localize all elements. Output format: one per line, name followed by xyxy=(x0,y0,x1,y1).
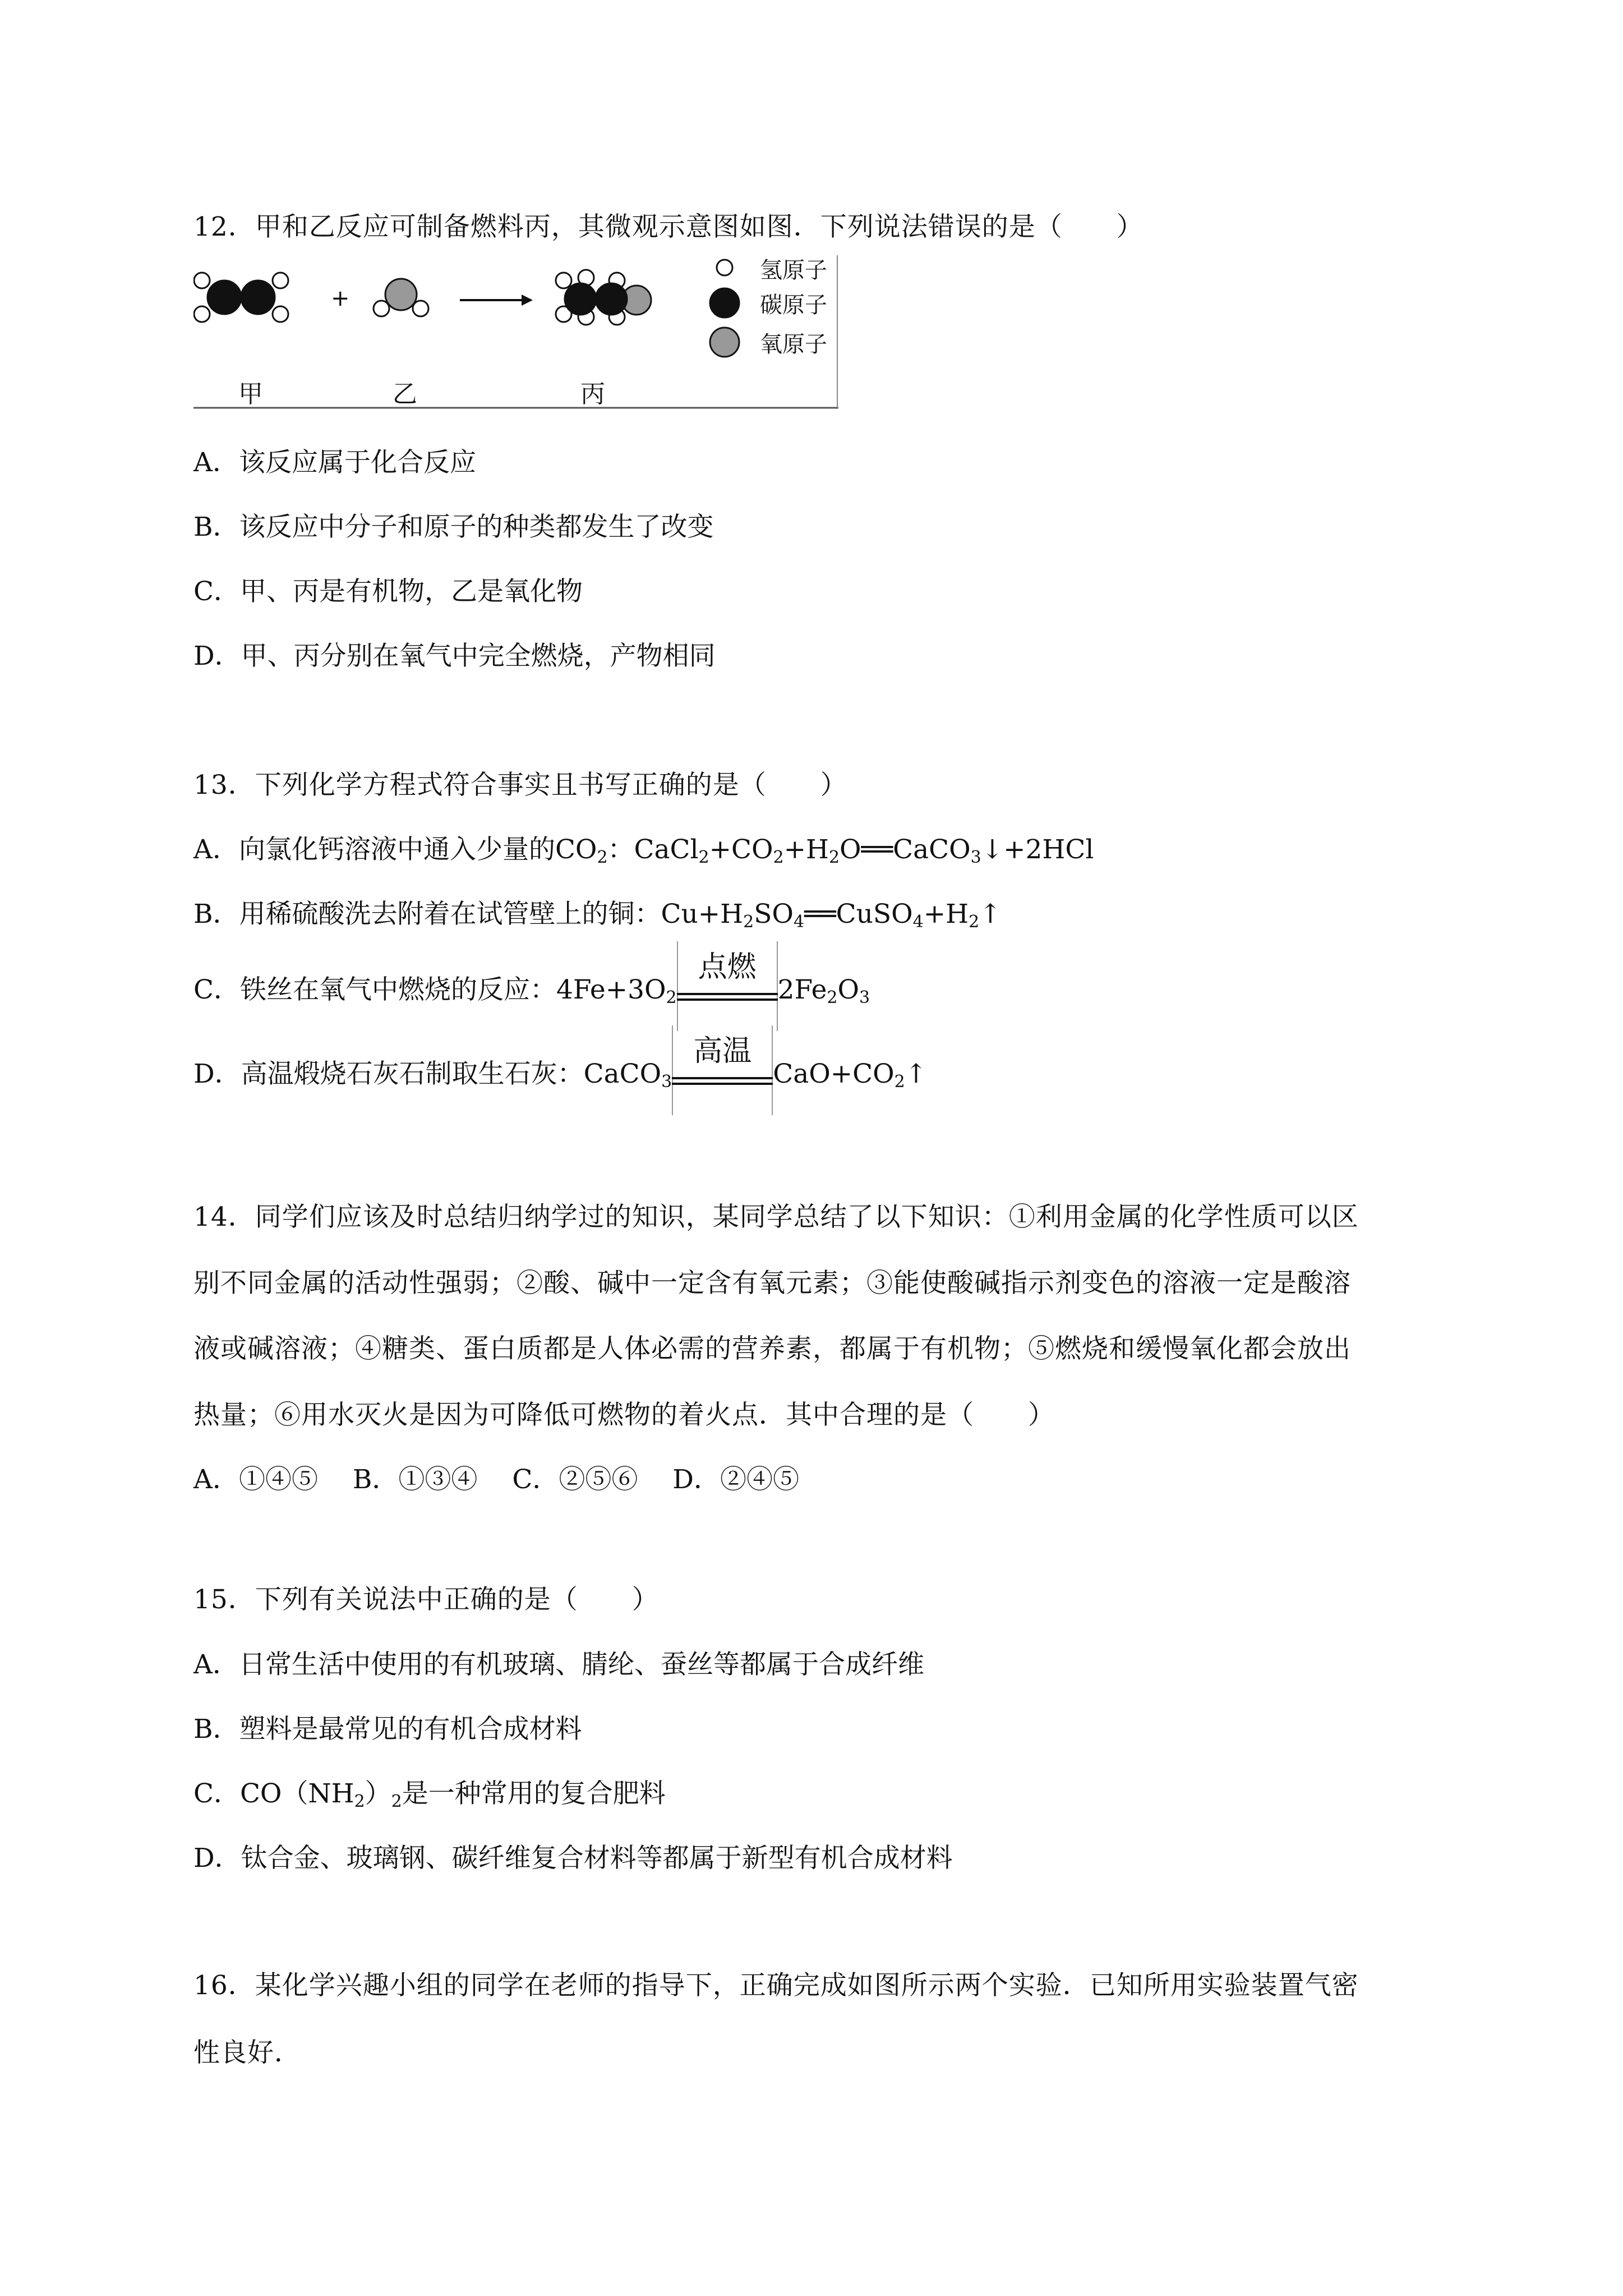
q12-option-c: C．甲、丙是有机物，乙是氧化物 xyxy=(193,576,583,607)
q13-option-d: D．高温煅烧石灰石制取生石灰：CaCO$_3$ 高温 $CaO+CO_2↑$ xyxy=(193,1057,927,1093)
q15-option-b: B．塑料是最常见的有机合成材料 xyxy=(193,1714,582,1745)
molecule-bing xyxy=(556,270,651,325)
q13-option-c: C．铁丝在氧气中燃烧的反应：$4Fe+3O_2$ 点燃 $2Fe_2O_3$ xyxy=(193,973,870,1009)
legend-hydrogen: 氢原子 xyxy=(760,257,827,283)
q16-line-1: 16．某化学兴趣小组的同学在老师的指导下，正确完成如图所示两个实验．已知所用实验装置气密 xyxy=(193,1970,1359,2001)
q13-option-b: B．用稀硫酸洗去附着在试管壁上的铜：$Cu+H_2SO_4══CuSO_4+H_2↑$ xyxy=(193,899,1002,932)
q14-options: A．①④⑤ B．①③④ C．②⑤⑥ D．②④⑤ xyxy=(193,1464,799,1495)
q15-option-c: C．$CO(NH_2)_2$是一种常用的复合肥料 xyxy=(193,1778,666,1811)
q12-option-d: D．甲、丙分别在氧气中完全燃烧，产物相同 xyxy=(193,641,716,671)
legend-carbon: 碳原子 xyxy=(760,292,827,318)
q12-option-b: B．该反应中分子和原子的种类都发生了改变 xyxy=(193,512,714,542)
condition-high-temp: 高温 xyxy=(672,1059,773,1093)
plus-sign: + xyxy=(331,286,350,311)
q14-line-3: 液或碱溶液；④糖类、蛋白质都是人体必需的营养素，都属于有机物；⑤燃烧和缓慢氧化都会放出 xyxy=(193,1333,1351,1364)
condition-ignite: 点燃 xyxy=(677,975,778,1009)
q16-line-2: 性良好． xyxy=(193,2037,301,2068)
q12-stem: 12．甲和乙反应可制备燃料丙，其微观示意图如图．下列说法错误的是（ ） xyxy=(193,211,1144,242)
q15-stem: 15．下列有关说法中正确的是（ ） xyxy=(193,1584,659,1615)
label-bing: 丙 xyxy=(580,380,605,408)
q14-line-1: 14．同学们应该及时总结归纳学过的知识，某同学总结了以下知识：①利用金属的化学性质可以区 xyxy=(193,1202,1359,1232)
molecule-yi xyxy=(374,279,428,316)
q13-option-a: A．向氯化钙溶液中通入少量的$CO_2$：$CaCl_2+CO_2+H_2O══CaCO_3↓+2HCl$ xyxy=(193,834,1094,867)
reaction-arrow-icon xyxy=(460,295,533,306)
q14-line-2: 别不同金属的活动性强弱；②酸、碱中一定含有氧元素；③能使酸碱指示剂变色的溶液一定是酸溶 xyxy=(193,1268,1351,1299)
q15-option-d: D．钛合金、玻璃钢、碳纤维复合材料等都属于新型有机合成材料 xyxy=(193,1843,953,1874)
q12-option-a: A．该反应属于化合反应 xyxy=(193,447,476,478)
label-yi: 乙 xyxy=(393,380,417,408)
legend xyxy=(710,260,739,357)
q15-option-a: A．日常生活中使用的有机玻璃、腈纶、蚕丝等都属于合成纤维 xyxy=(193,1649,924,1680)
q14-line-4: 热量；⑥用水灭火是因为可降低可燃物的着火点．其中合理的是（ ） xyxy=(193,1400,1055,1430)
q13-stem: 13．下列化学方程式符合事实且书写正确的是（ ） xyxy=(193,770,847,800)
label-jia: 甲 xyxy=(238,380,263,408)
q12-reaction-diagram xyxy=(193,255,838,409)
legend-oxygen: 氧原子 xyxy=(760,332,827,357)
molecule-jia xyxy=(194,273,288,322)
